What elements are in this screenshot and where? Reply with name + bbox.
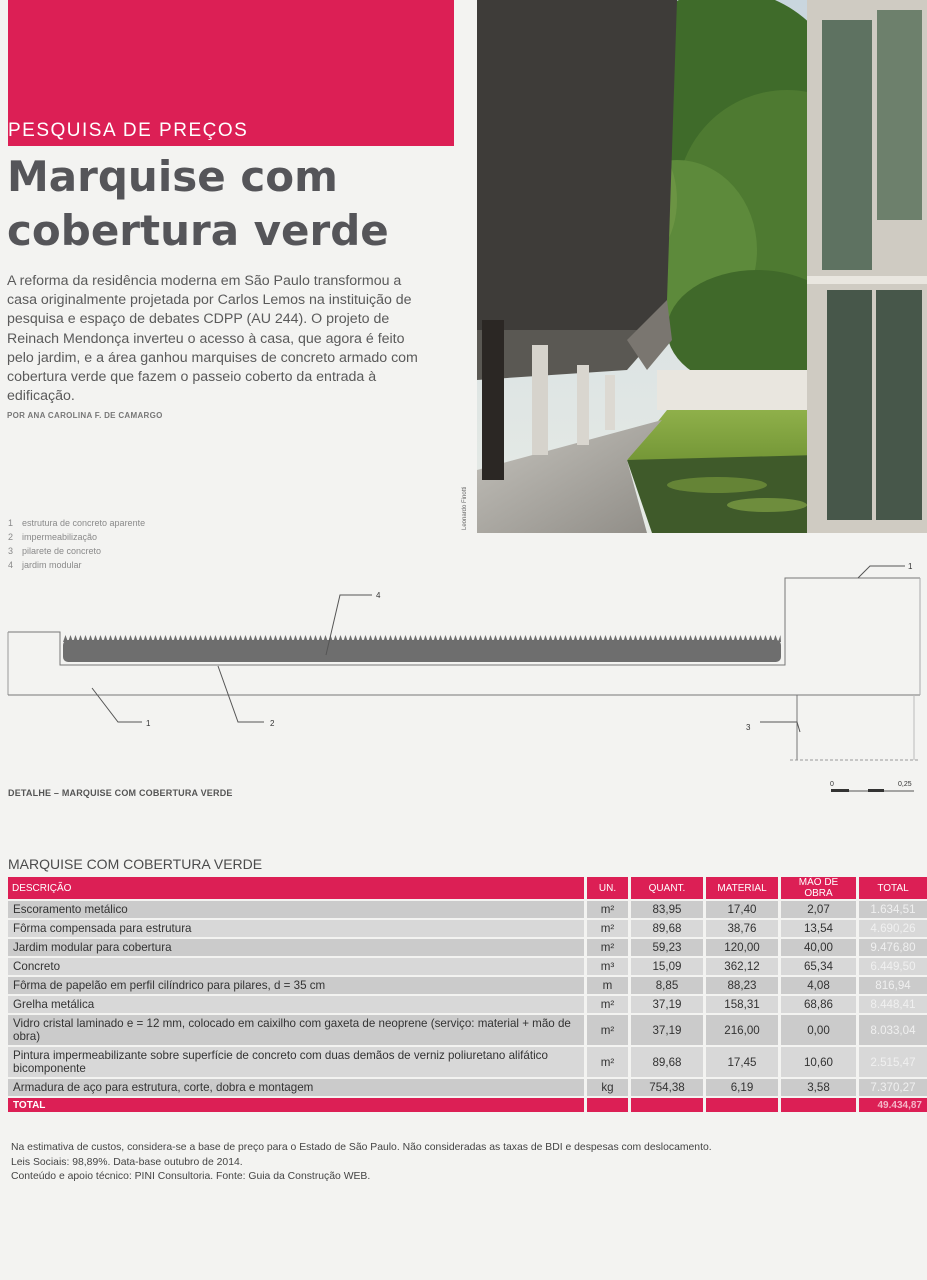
header-un: UN. [584, 877, 628, 899]
table-row: Jardim modular para cobertura m² 59,23 120,00 40,00 9.476,80 [8, 939, 927, 956]
photo-credit: Leonardo Finotti [462, 486, 468, 530]
table-total-row [8, 1098, 927, 1112]
table-row: Armadura de aço para estrutura, corte, dobra e montagem kg 754,38 6,19 3,58 7.370,27 [8, 1079, 927, 1096]
total-label: TOTAL [8, 1098, 584, 1112]
title-line-1: Marquise com [7, 152, 338, 201]
callout-1: 1 [146, 719, 151, 728]
table-title: MARQUISE COM COBERTURA VERDE [8, 856, 263, 872]
callout-1b: 1 [908, 562, 913, 571]
architecture-photo [477, 0, 927, 533]
table-row: Fôrma de papelão em perfil cilíndrico para pilares, d = 35 cm m 8,85 88,23 4,08 816,94 [8, 977, 927, 994]
table-row: Vidro cristal laminado e = 12 mm, colocado em caixilho com gaxeta de neoprene (serviço: material + mão de obra) m² 37,19 216,00 0,00 8.033,04 [8, 1015, 927, 1045]
article-lede: A reforma da residência moderna em São Paulo transformou a casa originalmente projetada por Carlos Lemos na instituição de pesquisa e espaço de debates CDPP (AU 244). O projeto de Reinach Mendonça inverteu o acesso à casa, que agora é feito pelo jardim, e a área ganhou marquises de concreto armado com cobertura verde que fazem o passeio coberto da entrada à edificação. [7, 273, 418, 405]
header-material: MATERIAL [703, 877, 778, 899]
total-value: 49.434,87 [856, 1098, 927, 1112]
table-row: Escoramento metálico m² 83,95 17,40 2,07 1.634,51 [8, 901, 927, 918]
legend-item: 3 pilarete de concreto [8, 546, 102, 556]
note-line: Conteúdo e apoio técnico: PINI Consultoria. Fonte: Guia da Construção WEB. [11, 1171, 371, 1182]
callout-2: 2 [270, 719, 275, 728]
scale-bar [826, 778, 916, 798]
section-drawing [0, 560, 927, 775]
legend-item: 4 jardim modular [8, 560, 82, 570]
legend-item: 2 impermeabilização [8, 532, 98, 542]
header-mao-de-obra: MÃO DE OBRA [778, 877, 856, 899]
drawing-caption: DETALHE – MARQUISE COM COBERTURA VERDE [8, 788, 233, 798]
photo-illustration [477, 0, 927, 533]
table-row: Grelha metálica m² 37,19 158,31 68,86 8.448,41 [8, 996, 927, 1013]
legend-item: 1 estrutura de concreto aparente [8, 518, 146, 528]
price-table [8, 875, 927, 1114]
byline: POR ANA CAROLINA F. DE CAMARGO [7, 411, 163, 420]
callout-4: 4 [376, 591, 381, 600]
table-row: Fôrma compensada para estrutura m² 89,68 38,76 13,54 4.690,26 [8, 920, 927, 937]
callout-3: 3 [746, 723, 751, 732]
note-line: Leis Sociais: 98,89%. Data-base outubro de 2014. [11, 1156, 243, 1168]
table-row: Pintura impermeabilizante sobre superfície de concreto com duas demãos de verniz poliuretano alifático bicomponente m² 89,68 17,45 10,60 2.515,47 [8, 1047, 927, 1077]
header-total: TOTAL [856, 877, 927, 899]
note-line: Na estimativa de custos, considera-se a base de preço para o Estado de São Paulo. Não consideradas as taxas de BDI e despesas com deslocamento. [11, 1142, 712, 1153]
table-row: Concreto m³ 15,09 362,12 65,34 6.449,50 [8, 958, 927, 975]
title-line-2: cobertura verde [7, 206, 389, 255]
section-label: PESQUISA DE PREÇOS [8, 120, 249, 141]
header-quant: QUANT. [628, 877, 703, 899]
header-descricao: DESCRIÇÃO [8, 877, 584, 899]
table-header-row [8, 877, 927, 899]
scale-end: 0,25 [898, 781, 912, 788]
table-notes [11, 1141, 712, 1185]
article-title [7, 150, 467, 258]
scale-start: 0 [830, 781, 834, 788]
